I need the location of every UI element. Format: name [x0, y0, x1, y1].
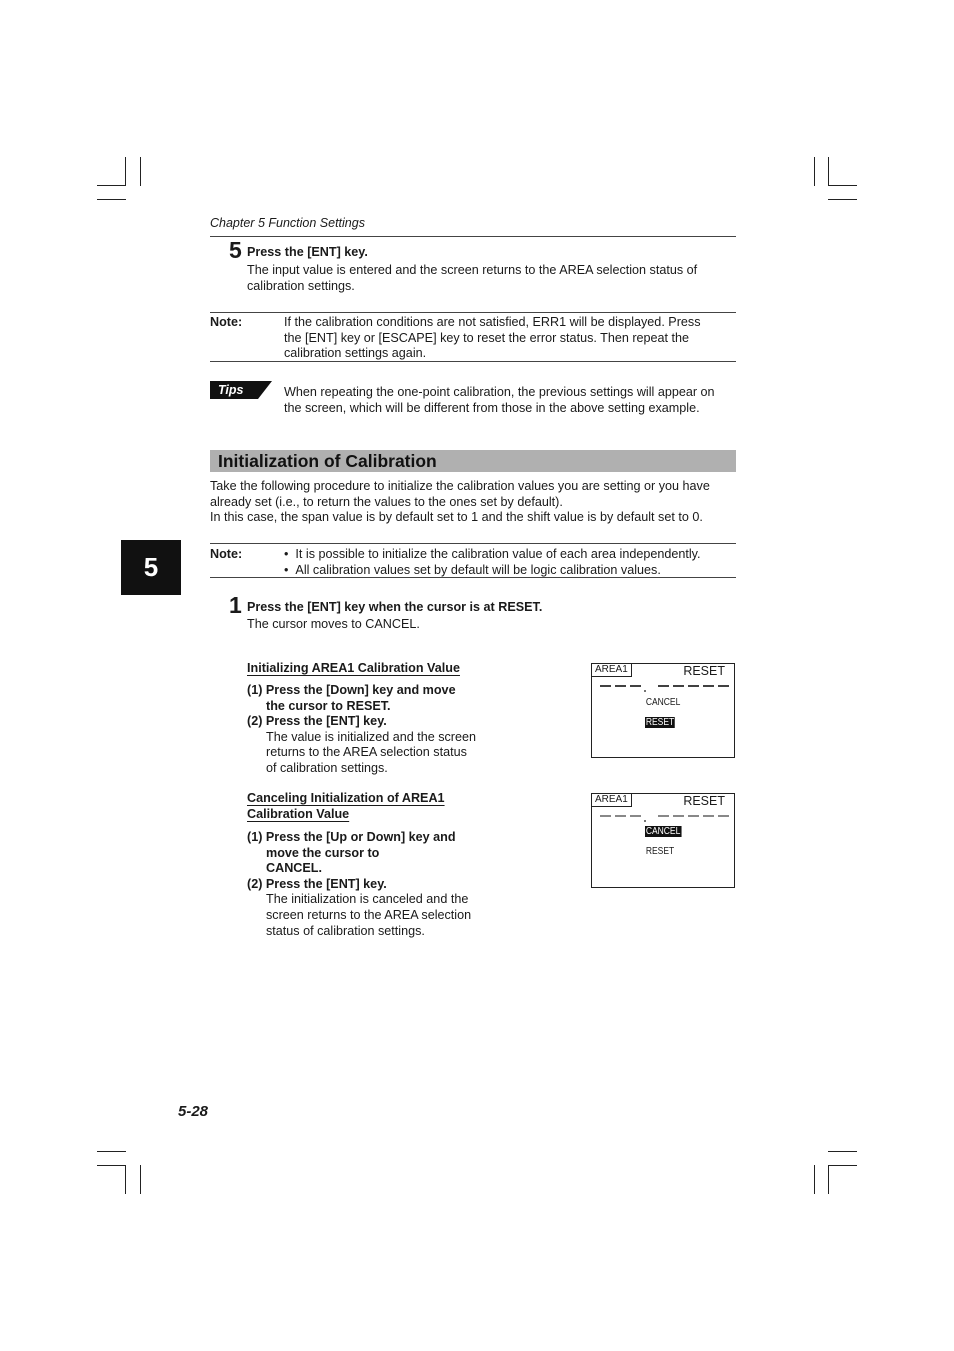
note-rule-top: [210, 312, 736, 313]
step-title: Press the [ENT] key.: [247, 245, 368, 259]
section-intro: Take the following procedure to initialize the calibration values you are setting or you have already set (i.e., to return the values to the ones set by default). In this case, the span value is by default set to 1 and the shift value is by default set to 0.: [210, 479, 710, 525]
note2-rule-bottom: [210, 577, 736, 578]
sub-heading: Canceling Initialization of AREA1 Calibration Value: [247, 791, 445, 821]
lcd-option-reset: RESET: [645, 846, 675, 857]
chapter-tab: 5: [121, 540, 181, 595]
chapter-header: Chapter 5 Function Settings: [210, 216, 365, 230]
lcd-screen-cancel: [591, 793, 735, 888]
page-number: 5-28: [178, 1103, 209, 1120]
lcd-screen-reset: [591, 663, 735, 758]
tips-label: Tips: [218, 383, 244, 397]
lcd-area-label: AREA1: [592, 664, 632, 677]
note2-bullets: [284, 547, 701, 578]
tips-badge: [210, 381, 272, 399]
lcd-option-cancel: CANCEL: [645, 697, 681, 708]
note-text: If the calibration conditions are not satisfied, ERR1 will be displayed. Press the [ENT] key or [ESCAPE] key to reset the error status. Then repeat the calibration settings again.: [284, 315, 701, 361]
procedure-steps: (1) Press the [Up or Down] key and move the cursor to CANCEL. (2) Press the [ENT] key. The initialization is canceled and the screen returns to the AREA selection status of calibration settings.: [247, 830, 472, 938]
note-rule-bottom: [210, 361, 736, 362]
lcd-digit-dashes: [600, 682, 730, 692]
step-description: The cursor moves to CANCEL.: [247, 617, 420, 631]
list-item: • It is possible to initialize the calibration value of each area independently.: [284, 547, 701, 561]
step-title: Press the [ENT] key when the cursor is at RESET.: [247, 600, 543, 614]
step-number: 5: [229, 237, 242, 263]
lcd-option-reset-selected: RESET: [645, 717, 675, 728]
lcd-mode-label: RESET: [683, 664, 725, 678]
procedure-steps: (1) Press the [Down] key and move the cursor to RESET. (2) Press the [ENT] key. The value is initialized and the screen returns to the AREA selection status of calibration settings.: [247, 683, 477, 775]
lcd-area-label: AREA1: [592, 794, 632, 807]
sub-heading: Initializing AREA1 Calibration Value: [247, 661, 460, 675]
lcd-option-cancel-selected: CANCEL: [645, 826, 681, 837]
step-description: The input value is entered and the screen returns to the AREA selection status of calibration settings.: [247, 263, 698, 293]
section-header: [210, 450, 736, 472]
note2-rule-top: [210, 543, 736, 544]
step-number: 1: [229, 592, 242, 618]
note-label: Note:: [210, 315, 243, 329]
lcd-mode-label: RESET: [683, 794, 725, 808]
section-title: Initialization of Calibration: [218, 451, 437, 471]
note2-label: Note:: [210, 547, 243, 561]
lcd-digit-dashes: [600, 812, 730, 822]
list-item: • All calibration values set by default will be logic calibration values.: [284, 562, 661, 577]
header-rule: [210, 236, 736, 237]
tips-text: When repeating the one-point calibration, the previous settings will appear on the screen, which will be different from those in the above setting example.: [284, 385, 715, 415]
